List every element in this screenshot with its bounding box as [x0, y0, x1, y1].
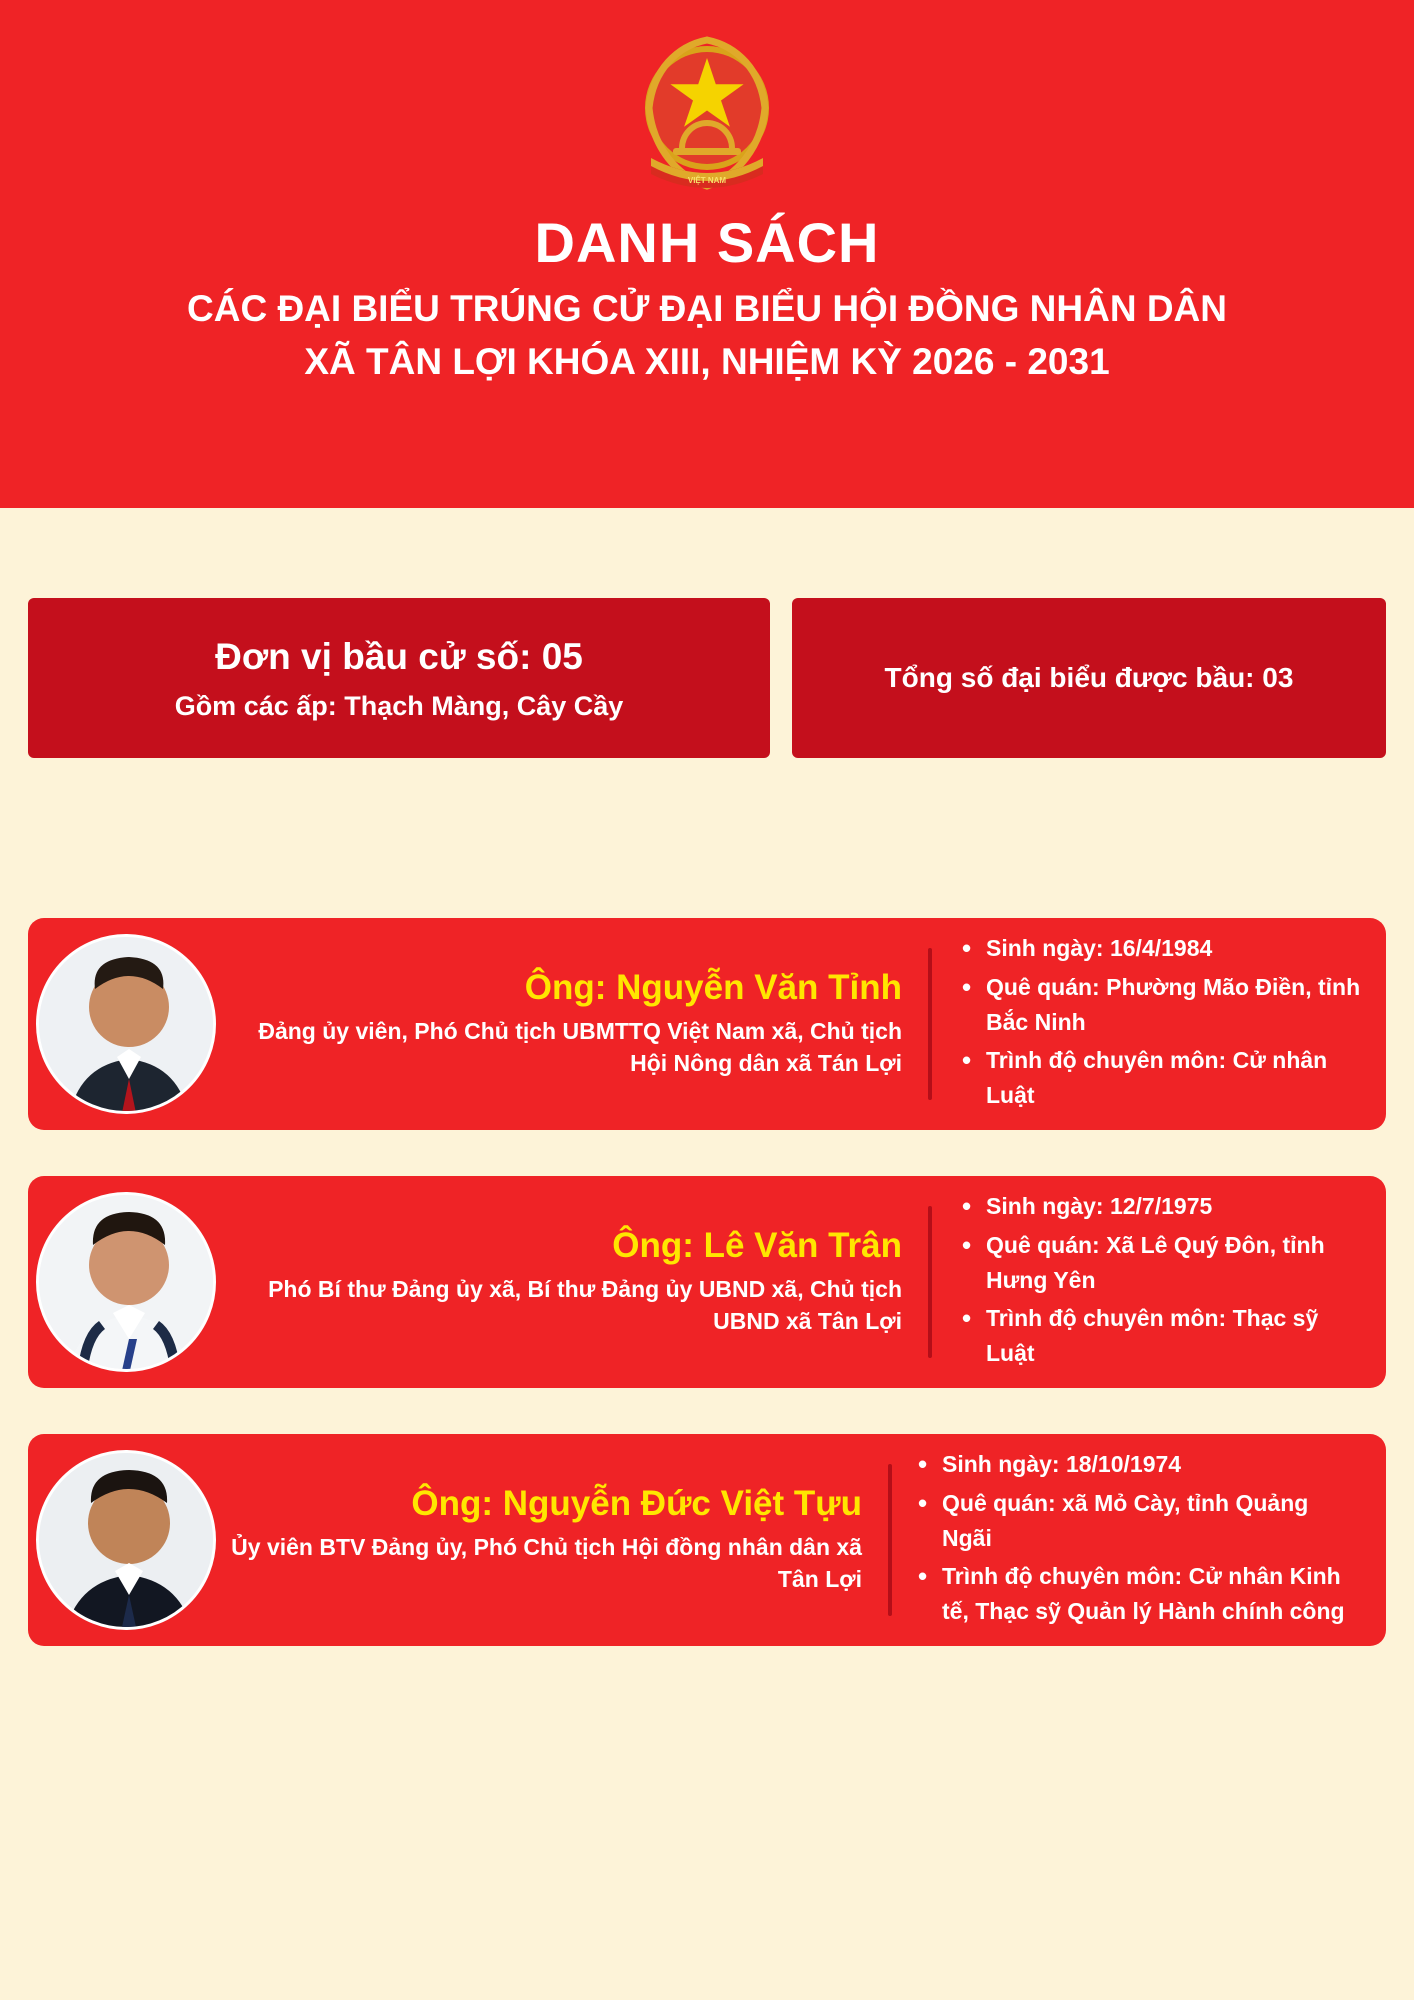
- delegate-identity: [228, 969, 928, 1080]
- delegate-hometown: • Quê quán: Phường Mão Điền, tỉnh Bắc Ninh: [960, 970, 1364, 1040]
- page-subtitle-line3: XÃ TÂN LỢI KHÓA XIII, NHIỆM KỲ 2026 - 2031: [304, 340, 1110, 382]
- delegate-name: Ông: Lê Văn Trân: [612, 1225, 902, 1265]
- delegate-hometown: • Quê quán: xã Mỏ Cày, tỉnh Quảng Ngãi: [916, 1486, 1364, 1556]
- election-unit-box: [28, 598, 770, 758]
- page-title: DANH SÁCH: [534, 211, 880, 274]
- delegate-role: Ủy viên BTV Đảng ủy, Phó Chủ tịch Hội đồng nhân dân xã Tân Lợi: [231, 1534, 862, 1593]
- delegate-education: • Trình độ chuyên môn: Cử nhân Luật: [960, 1043, 1364, 1113]
- delegate-photo: [36, 1450, 216, 1630]
- total-delegates-box: Tổng số đại biểu được bầu: 03: [792, 598, 1386, 758]
- delegate-details: [932, 1189, 1386, 1376]
- delegate-card: [28, 1176, 1386, 1388]
- delegate-dob: • Sinh ngày: 18/10/1974: [916, 1447, 1364, 1482]
- delegate-photo: [36, 1192, 216, 1372]
- election-unit-hamlets: Gồm các ấp: Thạch Màng, Cây Cầy: [174, 690, 624, 721]
- delegate-role: Phó Bí thư Đảng ủy xã, Bí thư Đảng ủy UBND xã, Chủ tịch UBND xã Tân Lợi: [268, 1276, 902, 1335]
- emblem-caption: VIỆT NAM: [687, 176, 727, 185]
- header-banner: [0, 0, 1414, 508]
- vietnam-national-emblem-icon: [627, 30, 787, 200]
- delegate-photo: [36, 934, 216, 1114]
- delegate-dob: • Sinh ngày: 12/7/1975: [960, 1189, 1364, 1224]
- delegate-name: Ông: Nguyễn Văn Tỉnh: [524, 967, 902, 1007]
- delegate-list: [28, 918, 1386, 1692]
- page-subtitle-line2: CÁC ĐẠI BIỂU TRÚNG CỬ ĐẠI BIỂU HỘI ĐỒNG NHÂN DÂN: [187, 287, 1227, 329]
- election-unit-number: Đơn vị bầu cử số: 05: [215, 636, 583, 678]
- delegate-role: Đảng ủy viên, Phó Chủ tịch UBMTTQ Việt Nam xã, Chủ tịch Hội Nông dân xã Tán Lợi: [258, 1018, 902, 1077]
- delegate-identity: [228, 1485, 888, 1596]
- delegate-dob: • Sinh ngày: 16/4/1984: [960, 931, 1364, 966]
- delegate-name: Ông: Nguyễn Đức Việt Tựu: [411, 1483, 862, 1523]
- delegate-card: [28, 918, 1386, 1130]
- delegate-education: • Trình độ chuyên môn: Thạc sỹ Luật: [960, 1301, 1364, 1371]
- delegate-details: [892, 1447, 1386, 1634]
- election-unit-bar: [0, 598, 1414, 758]
- delegate-details: [932, 931, 1386, 1118]
- delegate-education: • Trình độ chuyên môn: Cử nhân Kinh tế, Thạc sỹ Quản lý Hành chính công: [916, 1559, 1364, 1629]
- delegate-identity: [228, 1227, 928, 1338]
- delegate-card: [28, 1434, 1386, 1646]
- delegate-hometown: • Quê quán: Xã Lê Quý Đôn, tỉnh Hưng Yên: [960, 1228, 1364, 1298]
